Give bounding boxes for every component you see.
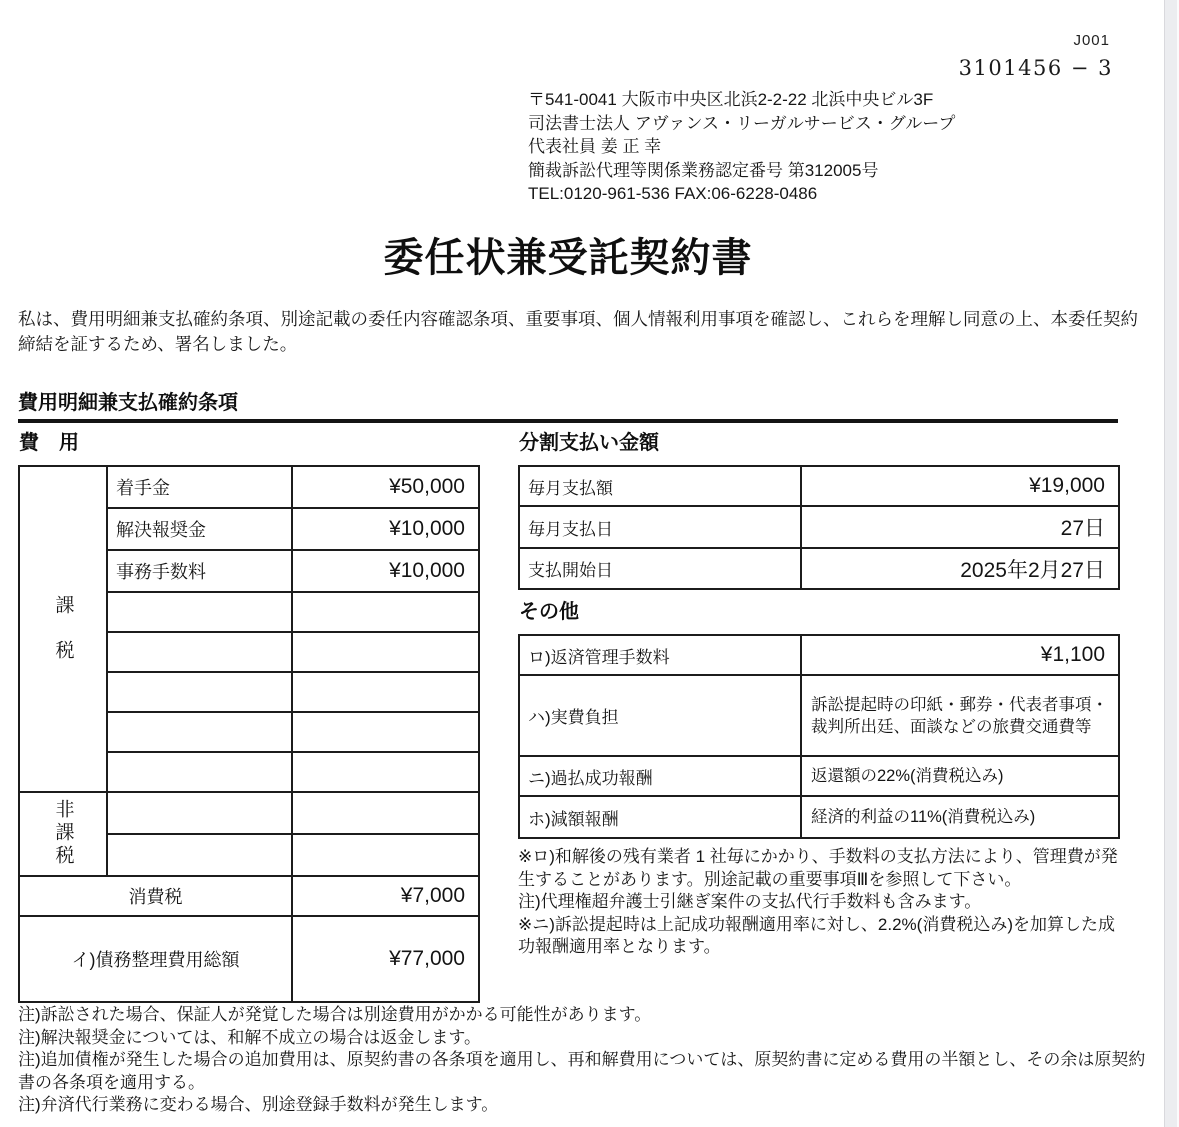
fee-item-value: ¥50,000 [292,466,479,508]
fee-item-value: ¥10,000 [292,508,479,550]
fee-heading: 費 用 [19,432,79,454]
fee-item-value: ¥10,000 [292,550,479,592]
other-table [518,634,1120,839]
doc-code: J001 [1073,32,1110,49]
fee-section [18,432,478,1003]
note-line: ※ニ)訴訟提起時は上記成功報酬適用率に対し、2.2%(消費税込み)を加算した成功報酬適用率となります。 [518,914,1115,956]
note-line: 注)訴訟された場合、保証人が発覚した場合は別途費用がかかる可能性があります。 [18,1005,652,1024]
installment-label: 毎月支払額 [519,466,801,506]
installment-value: 2025年2月27日 [801,548,1119,589]
fee-item-label [107,632,292,672]
address-line-tel-fax: TEL:0120-961-536 FAX:06-6228-0486 [528,184,818,203]
fee-item-value [292,834,479,876]
nontaxable-group-cell [19,792,107,876]
document-title: 委任状兼受託契約書 [383,236,753,280]
note-line: 注)弁済代行業務に変わる場合、別途登録手数料が発生します。 [18,1095,499,1114]
other-item-label: ホ)減額報酬 [519,796,801,838]
other-item-label: ハ)実費負担 [519,675,801,756]
installment-table [518,465,1120,590]
consumption-tax-label: 消費税 [19,876,292,916]
fee-item-value [292,792,479,834]
note-line: ※ロ)和解後の残有業者 1 社毎にかかり、手数料の支払方法により、管理費が発生することがあります。別途記載の重要事項Ⅲを参照して下さい。 [518,847,1118,889]
other-item-label: ニ)過払成功報酬 [519,756,801,796]
installment-value: ¥19,000 [801,466,1119,506]
firm-address-block [528,88,955,206]
nontaxable-group-label: 非課税 [52,799,74,868]
other-item-value: ¥1,100 [801,635,1119,675]
consumption-tax-value: ¥7,000 [292,876,479,916]
fee-total-label: イ)債務整理費用総額 [19,916,292,1002]
note-line: 注)追加債権が発生した場合の追加費用は、原契約書の各条項を適用し、再和解費用については、原契約書に定める費用の半額とし、その余は原契約書の各条項を適用する。 [18,1050,1146,1092]
doc-number: 3101456 − 3 [958,56,1113,80]
fee-item-value [292,672,479,712]
section-rule [18,419,1118,423]
taxable-group-cell [19,466,107,792]
fee-item-label [107,712,292,752]
fee-table [18,465,480,1003]
address-line-firm: 司法書士法人 アヴァンス・リーガルサービス・グループ [528,113,956,133]
installment-value: 27日 [801,506,1119,548]
other-item-label: ロ)返済管理手数料 [519,635,801,675]
other-notes [518,846,1130,959]
fee-item-value [292,712,479,752]
note-line: 注)代理権超弁護士引継ぎ案件の支払代行手数料も含みます。 [518,892,982,911]
address-line-representative: 代表社員 姜 正 幸 [528,137,662,156]
fee-item-label [107,672,292,712]
intro-paragraph: 私は、費用明細兼支払確約条項、別途記載の委任内容確認条項、重要事項、個人情報利用事項を確認し、これらを理解し同意の上、本委任契約締結を証するため、署名しました。 [18,309,1138,354]
fee-item-label: 解決報奨金 [107,508,292,550]
note-line: 注)解決報奨金については、和解不成立の場合は返金します。 [18,1027,481,1047]
fee-item-label [107,592,292,632]
page-edge-strip [1164,0,1179,1127]
address-line-certification: 簡裁訴訟代理等関係業務認定番号 第312005号 [528,160,879,180]
taxable-group-label: 課税 [52,594,74,685]
fee-item-value [292,632,479,672]
fee-item-label: 着手金 [107,466,292,508]
other-item-value: 経済的利益の11%(消費税込み) [801,796,1119,838]
fee-item-label: 事務手数料 [107,550,292,592]
fee-item-value [292,592,479,632]
installment-label: 支払開始日 [519,548,801,589]
fee-total-value: ¥77,000 [292,916,479,1002]
other-heading: その他 [519,601,579,623]
fee-item-label [107,752,292,792]
installment-heading: 分割支払い金額 [519,432,659,454]
section-heading: 費用明細兼支払確約条項 [18,392,238,414]
fee-item-label [107,834,292,876]
footer-notes [18,1004,1154,1117]
address-line-postal: 〒541-0041 大阪市中央区北浜2-2-22 北浜中央ビル3F [528,90,934,109]
fee-item-label [107,792,292,834]
other-item-value: 返還額の22%(消費税込み) [801,756,1119,796]
fee-item-value [292,752,479,792]
installment-label: 毎月支払日 [519,506,801,548]
payment-section [518,432,1118,959]
other-item-value: 訴訟提起時の印紙・郵券・代表者事項・裁判所出廷、面談などの旅費交通費等 [801,675,1119,756]
